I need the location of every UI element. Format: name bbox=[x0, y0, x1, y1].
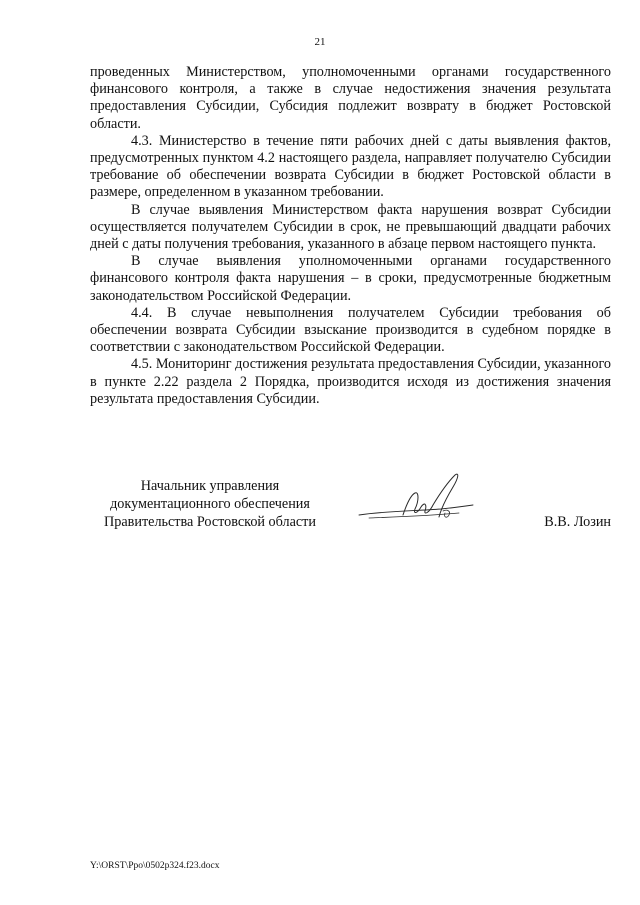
page-number: 21 bbox=[314, 36, 326, 48]
paragraph-financial-control-violation: В случае выявления уполномоченными органами государственного финансового контроля факта нарушения – в сроки, предусмотренные бюджетным законодательством Российской Федерации. bbox=[90, 253, 611, 304]
paragraph-4-3: 4.3. Министерство в течение пяти рабочих дней с даты выявления фактов, предусмотренных пунктом 4.2 настоящего раздела, направляет получателю Субсидии требование об обеспечении возврата Субсидии в бюджет Ростовской области в размере, определенном в указанном требовании. bbox=[90, 132, 611, 201]
document-body bbox=[90, 64, 611, 408]
signatory-title bbox=[90, 477, 330, 531]
file-path-footer: Y:\ORST\Ppo\0502p324.f23.docx bbox=[90, 861, 220, 871]
signatory-title-line: Начальник управления bbox=[140, 478, 280, 494]
signatory-title-line: документационного обеспечения bbox=[110, 496, 310, 512]
paragraph-ministry-violation: В случае выявления Министерством факта нарушения возврат Субсидии осуществляется получателем Субсидии в срок, не превышающий двадцати рабочих дней с даты получения требования, указанного в абзаце первом настоящего пункта. bbox=[90, 201, 611, 253]
signature-block bbox=[90, 477, 611, 537]
signatory-name: В.В. Лозин bbox=[544, 514, 611, 530]
paragraph-4-4: 4.4. В случае невыполнения получателем Субсидии требования об обеспечении возврата Субсидии взыскание производится в судебном порядке в соответствии с законодательством Российской Федерации. bbox=[90, 304, 611, 356]
paragraph-continuation: проведенных Министерством, уполномоченными органами государственного финансового контроля, а также в случае недостижения значения результата предоставления Субсидии, Субсидия подлежит возврату в бюджет Ростовской области. bbox=[90, 64, 611, 132]
paragraph-4-5: 4.5. Мониторинг достижения результата предоставления Субсидии, указанного в пункте 2.22 раздела 2 Порядка, производится исходя из достижения значения результата предоставления Субсидии. bbox=[90, 356, 611, 407]
handwritten-signature bbox=[355, 471, 495, 535]
signatory-title-line: Правительства Ростовской области bbox=[104, 514, 316, 530]
